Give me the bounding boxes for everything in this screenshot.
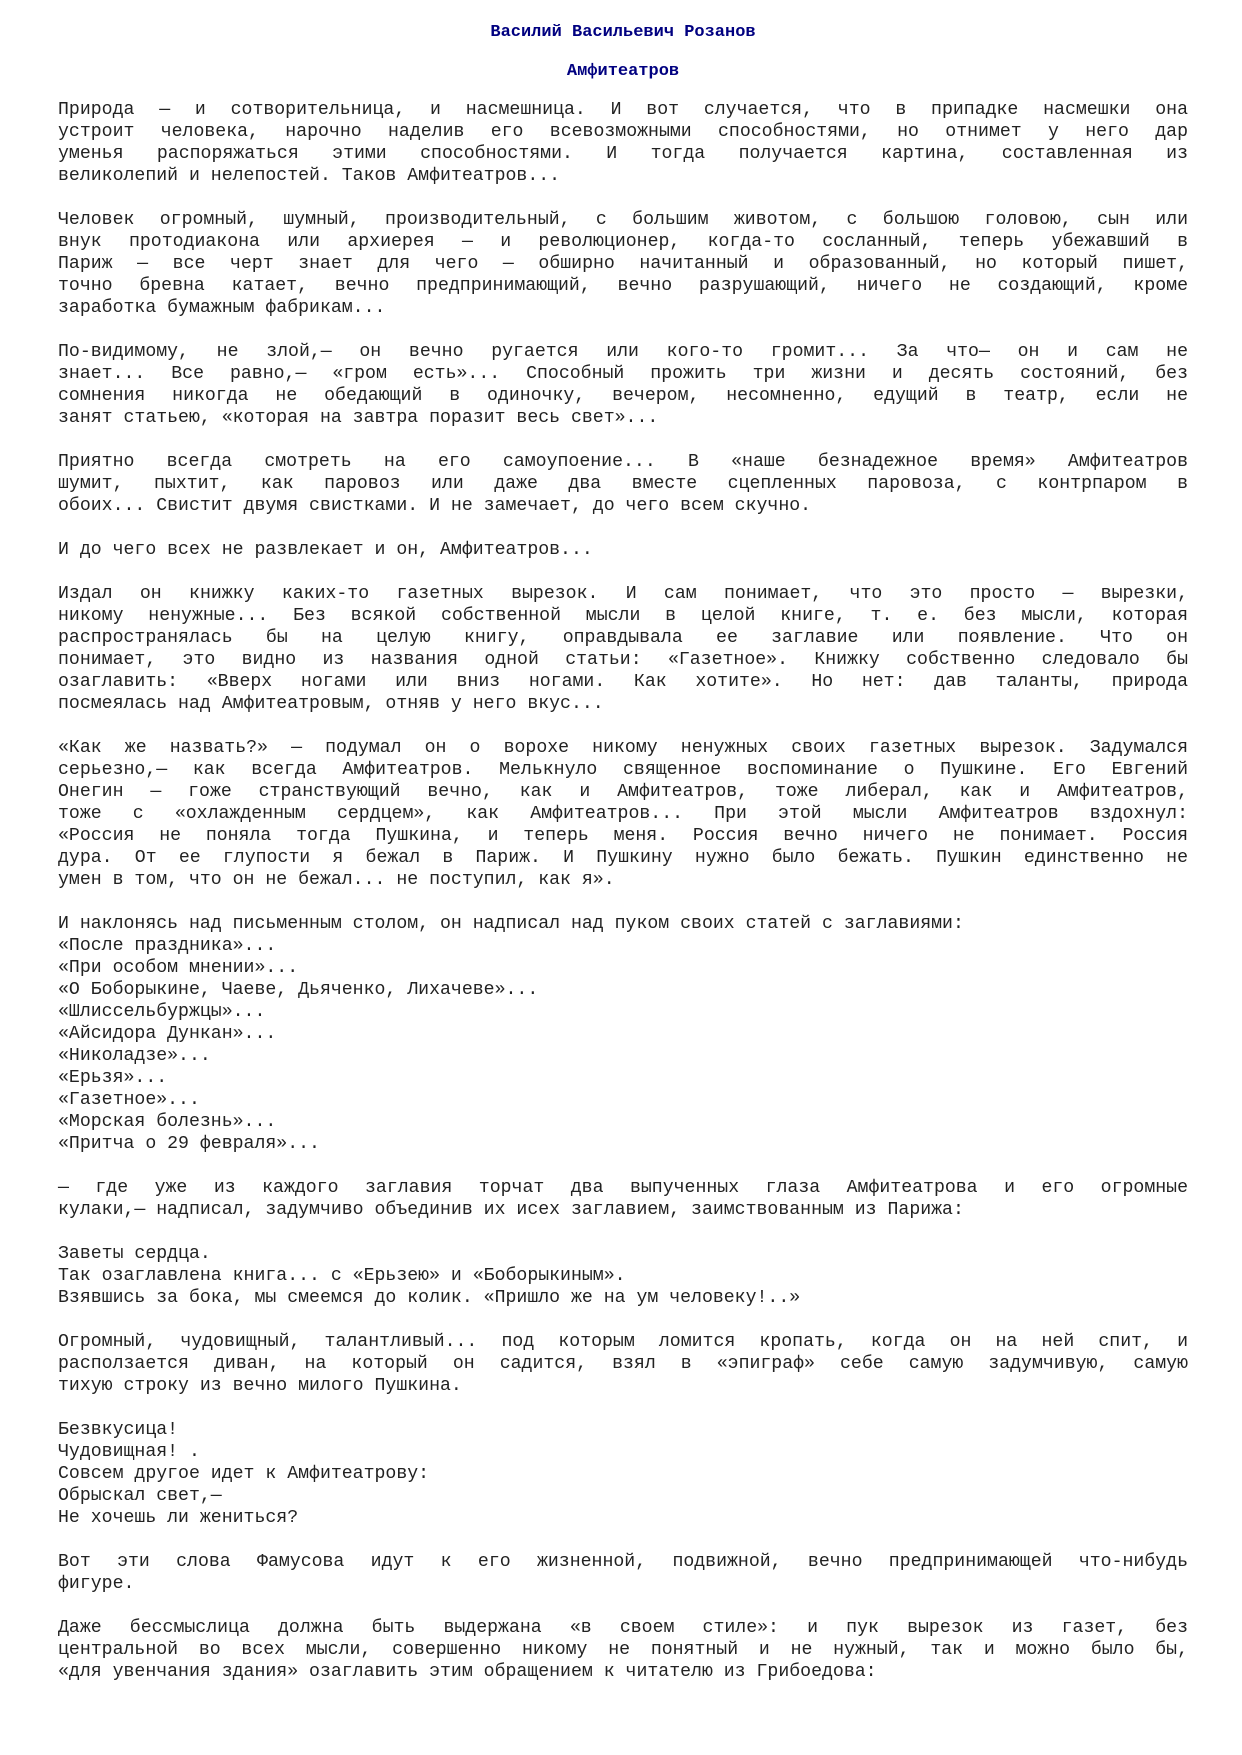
body-section-4: [58, 1551, 1188, 1683]
paragraph-line: посмеялась над Амфитеатровым, отняв у него вкус...: [58, 694, 604, 714]
article-title: Амфитеатров: [566, 62, 680, 81]
titles-list: [58, 913, 1188, 1155]
body-section-3: [58, 1331, 1188, 1397]
paragraph: [58, 737, 1188, 891]
paragraph-line: Огромный, чудовищный, талантливый... под которым ломится кропать, когда он на ней спит, и: [58, 1332, 1188, 1352]
verse-line: Взявшись за бока, мы смеемся до колик. «Пришло же на ум человеку!..»: [58, 1288, 801, 1308]
verse-line: Безвкусица!: [58, 1420, 179, 1440]
paragraph: [58, 451, 1188, 517]
paragraph-line: По-видимому, не злой,— он вечно ругается или кого-то громит... За что— он и сам не: [58, 342, 1188, 362]
list-item: «Морская болезнь»...: [58, 1112, 277, 1132]
list-item: «Николадзе»...: [58, 1046, 211, 1066]
paragraph-line: озаглавить: «Вверх ногами или вниз ногами. Как хотите». Но нет: дав таланты, природа: [58, 672, 1188, 692]
paragraph-line: никому ненужные... Без всякой собственной мысли в целой книге, т. е. без мысли, которая: [58, 606, 1188, 626]
paragraph: [58, 209, 1188, 319]
paragraph-line: знает... Все равно,— «гром есть»... Способный прожить три жизни и десять состояний, без: [58, 364, 1188, 384]
paragraph-line: центральной во всех мысли, совершенно никому не понятный и не нужный, так и можно было бы,: [58, 1640, 1188, 1660]
list-item: «При особом мнении»...: [58, 958, 299, 978]
paragraph: [58, 1617, 1188, 1683]
paragraph-line: великолепий и нелепостей. Таков Амфитеатров...: [58, 166, 561, 186]
paragraph-line: расползается диван, на который он садится, взял в «эпиграф» себе самую задумчивую, самую: [58, 1354, 1188, 1374]
list-item: «Газетное»...: [58, 1090, 200, 1110]
paragraph-line: тихую строку из вечно милого Пушкина.: [58, 1376, 462, 1396]
verse-line: Чудовищная! .: [58, 1442, 200, 1462]
verse-line: Обрыскал свет,—: [58, 1486, 222, 1506]
paragraph-line: «Россия не поняла тогда Пушкина, и теперь меня. Россия вечно ничего не понимает. Россия: [58, 826, 1188, 846]
paragraph-line: точно бревна катает, вечно предпринимающий, вечно разрушающий, ничего не создающий, кроме: [58, 276, 1188, 296]
paragraph-line: Вот эти слова Фамусова идут к его жизненной, подвижной, вечно предпринимающей что-нибудь: [58, 1552, 1188, 1572]
paragraph-line: И до чего всех не развлекает и он, Амфитеатров...: [58, 540, 593, 560]
paragraph-line: Издал он книжку каких-то газетных вырезок. И сам понимает, что это просто — вырезки,: [58, 584, 1188, 604]
paragraph: [58, 539, 1188, 561]
paragraph-line: Онегин — гоже странствующий вечно, как и Амфитеатров, тоже либерал, как и Амфитеатров,: [58, 782, 1188, 802]
paragraph-line: обоих... Свистит двумя свистками. И не замечает, до чего всем скучно.: [58, 496, 812, 516]
paragraph-line: уменья распоряжаться этими способностями. И тогда получается картина, составленная из: [58, 144, 1188, 164]
paragraph-line: Приятно всегда смотреть на его самоупоение... В «наше безнадежное время» Амфитеатров: [58, 452, 1188, 472]
paragraph-line: Даже бессмыслица должна быть выдержана «в своем стиле»: и пук вырезок из газет, без: [58, 1618, 1188, 1638]
paragraph-line: шумит, пыхтит, как паровоз или даже два вместе сцепленных паровоза, с контрпаром в: [58, 474, 1188, 494]
paragraph-line: Природа — и сотворительница, и насмешница. И вот случается, что в припадке насмешки она: [58, 100, 1188, 120]
document-page: [58, 22, 1188, 1705]
paragraph-line: серьезно,— как всегда Амфитеатров. Мелькнуло священное воспоминание о Пушкине. Его Евгений: [58, 760, 1188, 780]
paragraph-line: понимает, это видно из названия одной статьи: «Газетное». Книжку собственно следовало бы: [58, 650, 1188, 670]
paragraph-line: дура. От ее глупости я бежал в Париж. И Пушкину нужно было бежать. Пушкин единственно не: [58, 848, 1188, 868]
body-section-2: [58, 1177, 1188, 1221]
paragraph-line: Париж — все черт знает для чего — обширно начитанный и образованный, но который пишет,: [58, 254, 1188, 274]
verse-line: Совсем другое идет к Амфитеатрову:: [58, 1464, 430, 1484]
list-item: «Айсидора Дункан»...: [58, 1024, 277, 1044]
paragraph-line: тоже с «охлажденным сердцем», как Амфитеатров... При этой мысли Амфитеатров вздохнул:: [58, 804, 1188, 824]
list-item: «После праздника»...: [58, 936, 277, 956]
list-item: «О Боборыкине, Чаеве, Дьяченко, Лихачеве»...: [58, 980, 539, 1000]
paragraph-line: — где уже из каждого заглавия торчат два выпученных глаза Амфитеатрова и его огромные: [58, 1178, 1188, 1198]
paragraph-line: «Как же назвать?» — подумал он о ворохе никому ненужных своих газетных вырезок. Задумался: [58, 738, 1188, 758]
paragraph-line: устроит человека, нарочно наделив его всевозможными способностями, но отнимет у него дар: [58, 122, 1188, 142]
paragraph: [58, 1551, 1188, 1595]
paragraph-line: Человек огромный, шумный, производительный, с большим животом, с большою головою, сын или: [58, 210, 1188, 230]
verse-block-2: [58, 1419, 1188, 1529]
paragraph: [58, 1331, 1188, 1397]
list-item: «Притча о 29 февраля»...: [58, 1134, 320, 1154]
verse-line: Заветы сердца.: [58, 1244, 211, 1264]
paragraph-line: фигуре.: [58, 1574, 135, 1594]
verse-block-1: [58, 1243, 1188, 1309]
titles-list-intro: И наклонясь над письменным столом, он надписал над пуком своих статей с заглавиями:: [58, 914, 964, 934]
body-section-1: [58, 99, 1188, 891]
paragraph-line: умен в том, что он не бежал... не поступил, как я».: [58, 870, 615, 890]
paragraph: [58, 1177, 1188, 1221]
paragraph-line: заработка бумажным фабрикам...: [58, 298, 386, 318]
paragraph-line: сомнения никогда не обедающий в одиночку, вечером, несомненно, едущий в театр, если не: [58, 386, 1188, 406]
paragraph-line: «для увенчания здания» озаглавить этим обращением к читателю из Грибоедова:: [58, 1662, 877, 1682]
paragraph-line: распространялась бы на целую книгу, оправдывала ее заглавие или появление. Что он: [58, 628, 1188, 648]
list-item: «Шлиссельбуржцы»...: [58, 1002, 266, 1022]
verse-line: Не хочешь ли жениться?: [58, 1508, 299, 1528]
list-item: «Ерьзя»...: [58, 1068, 168, 1088]
paragraph: [58, 583, 1188, 715]
paragraph-line: кулаки,— надписал, задумчиво объединив их исех заглавием, заимствованным из Парижа:: [58, 1200, 964, 1220]
paragraph-line: занят статьею, «которая на завтра поразит весь свет»...: [58, 408, 659, 428]
paragraph: [58, 99, 1188, 187]
paragraph-line: внук протодиакона или архиерея — и революционер, когда-то сосланный, теперь убежавший в: [58, 232, 1188, 252]
paragraph: [58, 341, 1188, 429]
verse-line: Так озаглавлена книга... с «Ерьзею» и «Боборыкиным».: [58, 1266, 626, 1286]
author-name: Василий Васильевич Розанов: [490, 23, 756, 42]
